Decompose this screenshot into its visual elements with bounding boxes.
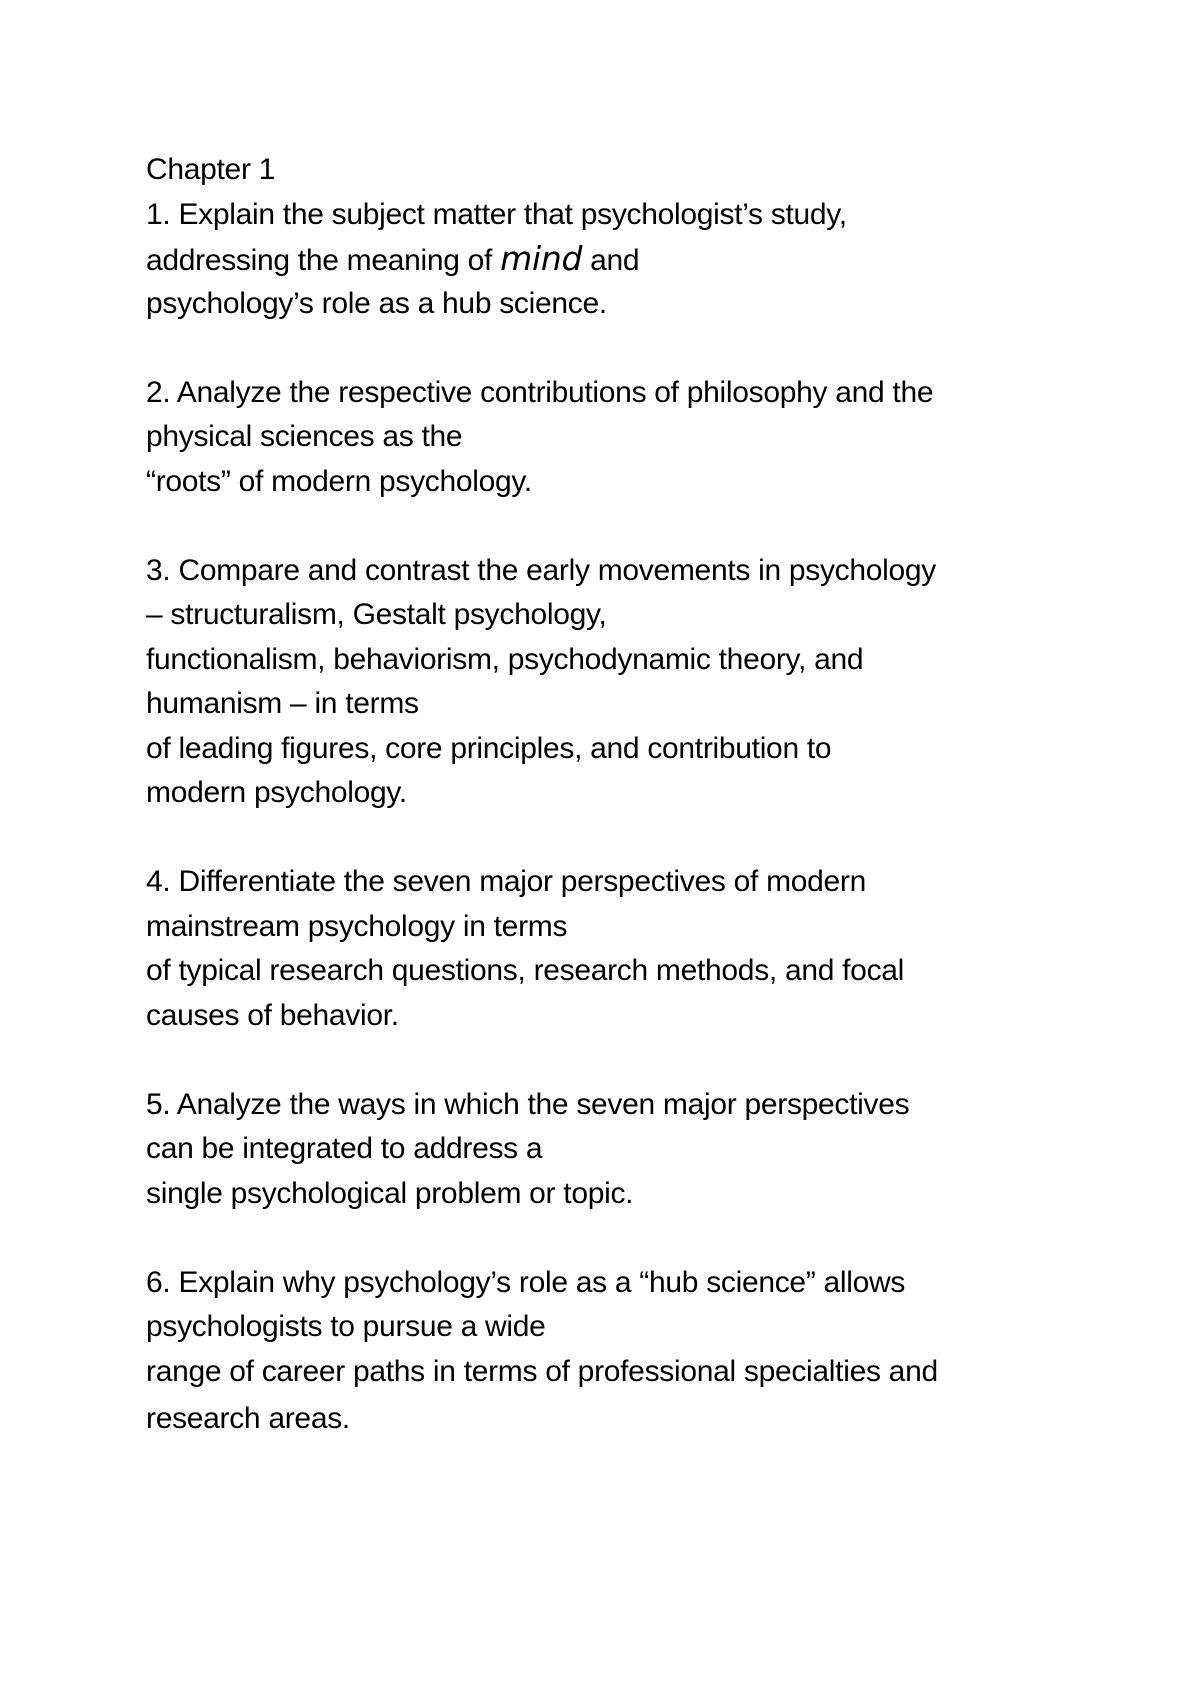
- objective-1-line-2-start: addressing the meaning of: [146, 244, 501, 277]
- objective-2: [146, 371, 1106, 505]
- objective-5-line-1: 5. Analyze the ways in which the seven major perspectives: [146, 1087, 910, 1121]
- objective-6-line-3: range of career paths in terms of professional specialties and: [146, 1354, 938, 1388]
- paragraph-gap: [146, 1216, 1106, 1261]
- objective-1-line-2: [146, 237, 1106, 282]
- document-content: [146, 148, 1106, 1444]
- chapter-heading: Chapter 1: [146, 153, 276, 186]
- objective-1-line-2-end: and: [582, 244, 640, 277]
- objective-1-line-1: 1. Explain the subject matter that psychologist’s study,: [146, 197, 847, 231]
- objective-4-line-3: of typical research questions, research methods, and focal: [146, 954, 905, 987]
- objective-5-line-3: single psychological problem or topic.: [146, 1176, 634, 1210]
- objective-5-line-2: can be integrated to address a: [146, 1132, 543, 1165]
- objective-6-line-2: psychologists to pursue a wide: [146, 1310, 546, 1343]
- objective-4-line-2: mainstream psychology in terms: [146, 909, 568, 943]
- objective-2-line-3: “roots” of modern psychology.: [146, 464, 532, 498]
- objective-4-line-1: 4. Differentiate the seven major perspectives of modern: [146, 865, 866, 898]
- objective-2-line-2: physical sciences as the: [146, 420, 463, 453]
- objective-4-line-4: causes of behavior.: [146, 998, 399, 1032]
- objective-1-italic-term: mind: [500, 239, 583, 278]
- objective-2-line-1: 2. Analyze the respective contributions of philosophy and the: [146, 375, 934, 409]
- objective-6-line-4: research areas.: [146, 1402, 350, 1435]
- objective-1-line-3: psychology’s role as a hub science.: [146, 286, 607, 320]
- objective-6: [146, 1261, 1106, 1445]
- objective-1: [146, 193, 1106, 327]
- objective-4: [146, 860, 1106, 1038]
- paragraph-gap: [146, 1038, 1106, 1083]
- objective-3-line-5: of leading figures, core principles, and contribution to: [146, 731, 832, 765]
- objective-3-line-6: modern psychology.: [146, 776, 407, 809]
- objective-5: [146, 1083, 1106, 1217]
- objective-3-line-4: humanism – in terms: [146, 687, 419, 720]
- objective-3-line-1: 3. Compare and contrast the early movements in psychology: [146, 553, 936, 587]
- paragraph-gap: [146, 504, 1106, 549]
- objective-3-line-3: functionalism, behaviorism, psychodynamic theory, and: [146, 642, 864, 676]
- objective-3: [146, 549, 1106, 816]
- paragraph-gap: [146, 816, 1106, 861]
- objective-6-line-1: 6. Explain why psychology’s role as a “hub science” allows: [146, 1265, 906, 1299]
- objective-3-line-2: – structuralism, Gestalt psychology,: [146, 598, 607, 631]
- paragraph-gap: [146, 326, 1106, 371]
